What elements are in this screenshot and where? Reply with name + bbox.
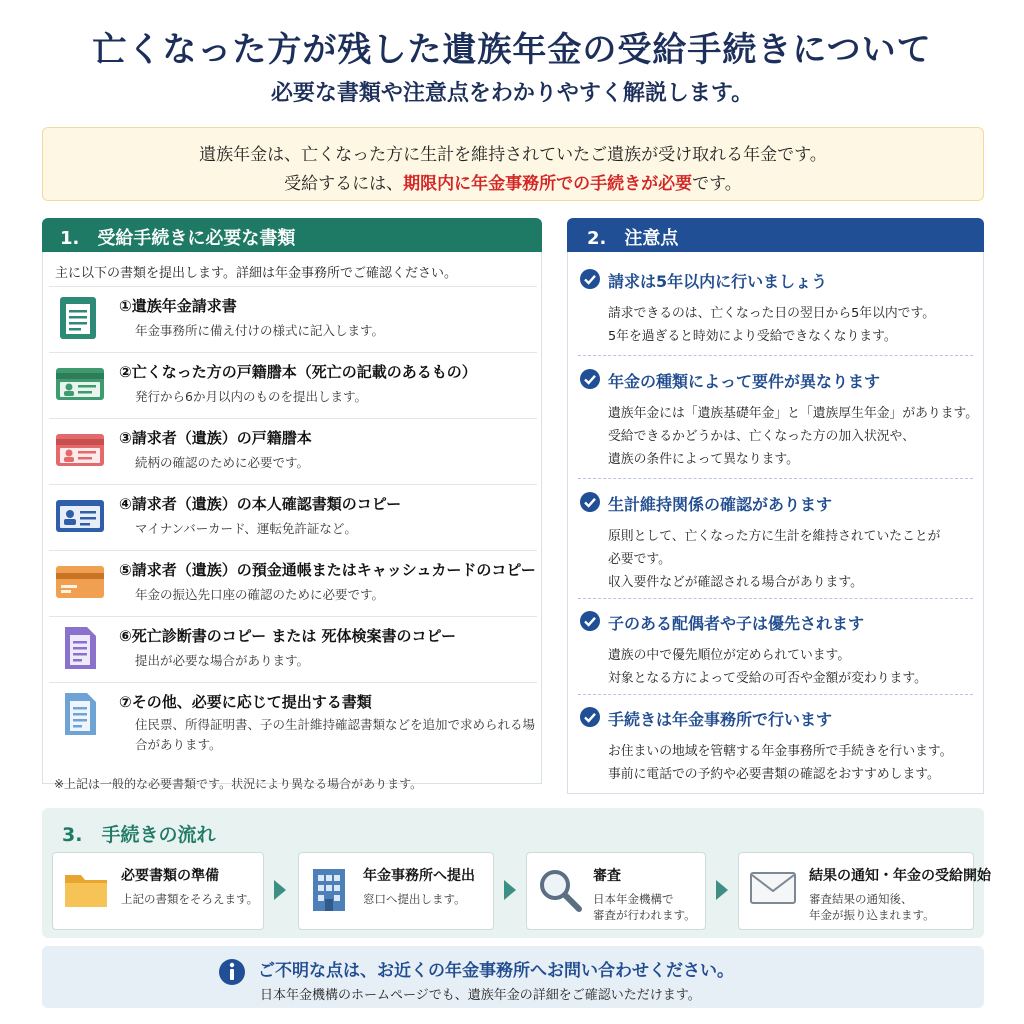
office-building-icon [309,867,349,913]
intro-line-2 [43,169,983,194]
flow-step-desc-line: 審査結果の通知後、 [809,892,913,906]
document-title: ⑤請求者（遺族）の預金通帳またはキャッシュカードのコピー [119,561,536,579]
info-icon [218,958,246,986]
intro-box [42,127,984,201]
check-circle-icon [580,707,600,727]
note-title: 子のある配偶者や子は優先されます [608,614,865,633]
flow-step-desc-line: 審査が行われます。 [593,908,696,922]
divider [578,355,973,356]
flow-arrow [504,880,516,900]
intro-line-1: 遺族年金は、亡くなった方に生計を維持されていたご遺族が受け取れる年金です。 [199,145,827,165]
note-line: 収入要件などが確認される場合があります。 [608,575,863,590]
check-circle-icon [580,492,600,512]
flow-step-desc: 上記の書類をそろえます。 [121,892,259,906]
bank-card-icon [55,560,105,604]
page-title: 亡くなった方が残した遺族年金の受給手続きについて [92,30,932,70]
contact-title: ご不明な点は、お近くの年金事務所へお問い合わせください。 [258,961,734,981]
flow-step-title: 結果の通知・年金の受給開始 [809,868,991,884]
divider [578,694,973,695]
note-line: 請求できるのは、亡くなった日の翌日から5年以内です。 [608,306,936,321]
note-title: 生計維持関係の確認があります [608,495,833,514]
document-item [49,616,537,678]
document-item [49,682,537,760]
document-desc: 住民票、所得証明書、子の生計維持確認書類などを追加で求められる場合があります。 [135,717,536,752]
page-subtitle: 必要な書類や注意点をわかりやすく解説します。 [270,81,754,106]
envelope-icon [749,867,797,907]
id-card-icon [55,494,105,538]
notes-heading: 2. 注意点 [567,218,984,252]
note-line: 遺族年金には「遺族基礎年金」と「遺族厚生年金」があります。 [608,406,979,421]
notes-panel [567,218,984,794]
flow-step-desc-line: 年金が振り込まれます。 [809,908,935,922]
document-title: ⑦その他、必要に応じて提出する書類 [119,693,372,711]
folder-icon [63,867,109,911]
flow-step [526,852,706,930]
flow-arrow [716,880,728,900]
note-line: 事前に電話での予約や必要書類の確認をおすすめします。 [608,767,940,782]
id-card-icon [55,362,105,406]
document-desc: 発行から6か月以内のものを提出します。 [135,389,367,404]
document-item [49,550,537,612]
intro-line-2-post: です。 [692,174,742,194]
document-icon [55,626,105,670]
document-item [49,352,537,414]
id-card-icon [55,428,105,472]
note-title: 年金の種類によって要件が異なります [608,372,881,391]
note-line-warning: 5年を過ぎると時効により受給できなくなります。 [608,329,897,344]
intro-emphasis: 期限内に年金事務所での手続きが必要 [403,174,693,194]
flow-step-title: 審査 [593,868,621,884]
documents-body [42,252,542,784]
note-line: 原則として、亡くなった方に生計を維持されていたことが [608,529,941,544]
document-title: ⑥死亡診断書のコピー または 死体検案書のコピー [119,627,456,645]
document-item [49,286,537,348]
note-title: 手続きは年金事務所で行います [608,710,833,729]
document-item [49,484,537,546]
magnifier-icon [537,867,583,913]
documents-heading: 1. 受給手続きに必要な書類 [42,218,542,252]
note-line: お住まいの地域を管轄する年金事務所で手続きを行います。 [608,744,953,759]
check-circle-icon [580,369,600,389]
document-title: ③請求者（遺族）の戸籍謄本 [119,429,312,447]
note-line: 遺族の中で優先順位が定められています。 [608,648,851,663]
document-desc: 年金の振込先口座の確認のために必要です。 [135,587,385,602]
flow-heading: 3. 手続きの流れ [62,824,216,846]
check-circle-icon [580,611,600,631]
flow-panel [42,808,991,938]
document-title: ④請求者（遺族）の本人確認書類のコピー [119,495,402,513]
document-desc: 続柄の確認のために必要です。 [135,455,310,470]
notes-body [567,252,984,794]
note-line: 対象となる方によって受給の可否や金額が変わります。 [608,671,927,686]
flow-step-desc-line: 日本年金機構で [593,892,674,906]
contact-desc: 日本年金機構のホームページでも、遺族年金の詳細をご確認いただけます。 [260,988,701,1003]
flow-step-desc: 窓口へ提出します。 [363,892,466,906]
flow-step [298,852,494,930]
divider [578,598,973,599]
intro-line-2-pre: 受給するには、 [284,174,404,194]
flow-step-title: 必要書類の準備 [121,868,219,884]
document-icon [55,296,105,340]
note-line: 遺族の条件によって異なります。 [608,452,799,467]
documents-panel [42,218,542,798]
contact-box [42,946,984,1008]
flow-step-desc [809,891,935,923]
document-desc: 年金事務所に備え付けの様式に記入します。 [135,323,385,338]
document-item [49,418,537,480]
document-desc: マイナンバーカード、運転免許証など。 [135,521,357,536]
flow-step-desc [593,891,696,923]
note-title: 請求は5年以内に行いましょう [608,272,828,291]
documents-note: ※上記は一般的な必要書類です。状況により異なる場合があります。 [54,777,423,791]
document-title: ②亡くなった方の戸籍謄本（死亡の記載のあるもの） [119,363,477,381]
check-circle-icon [580,269,600,289]
flow-arrow [274,880,286,900]
flow-step [52,852,264,930]
documents-lead: 主に以下の書類を提出します。詳細は年金事務所でご確認ください。 [55,266,457,281]
flow-step [738,852,991,930]
document-icon [55,692,105,736]
note-line: 受給できるかどうかは、亡くなった方の加入状況や、 [608,429,915,444]
document-desc: 提出が必要な場合があります。 [135,653,310,668]
document-title: ①遺族年金請求書 [119,297,237,315]
flow-step-title: 年金事務所へ提出 [363,868,475,884]
note-line: 必要です。 [608,552,671,567]
divider [578,478,973,479]
